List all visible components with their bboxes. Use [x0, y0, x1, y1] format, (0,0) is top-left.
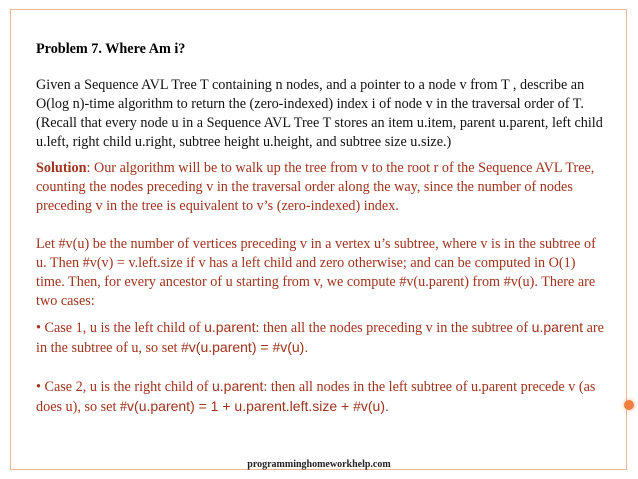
accent-dot: [624, 400, 634, 410]
case-1-text: : then all the nodes preceding v in the subtree of: [255, 320, 532, 336]
case-2-code: v(u.parent) = 1 + u.parent.left.size + #v(u).: [127, 398, 389, 414]
case-1-text: • Case 1, u is the left child of: [36, 320, 205, 336]
case-2: [36, 377, 606, 417]
solution-intro: : Our algorithm will be to walk up the tree from v to the root r of the Sequence AVL Tree, counting the nodes preceding v in the traversal order along the way, since the number of nodes preceding v in the tree is equivalent to v’s (zero-indexed) index.: [36, 160, 595, 214]
case-1-code: #v(u.parent) = #v(u).: [181, 339, 309, 355]
solution-intro-paragraph: [36, 159, 606, 216]
solution-definition: Let #v(u) be the number of vertices preceding v in a vertex u’s subtree, where v is in the subtree of u. Then #v(v) = v.left.size if v has a left child and zero otherwise; and can be computed in O(1) time. Then, for every ancestor of u starting from v, we compute #v(u.parent) from #v(u). There are two cases:: [36, 236, 596, 309]
solution-label: Solution: [36, 160, 87, 176]
slide-title: Problem 7. Where Am i?: [36, 41, 186, 57]
case-1-text: are in the subtree of u, so set: [36, 320, 604, 356]
solution-block: [36, 159, 606, 417]
case-2-text: : then all nodes in the left subtree of u.parent precede v (as does u), so set #: [36, 379, 596, 415]
case-2-code: u.parent: [211, 378, 264, 394]
case-1-code: u.parent: [531, 319, 584, 335]
case-2-text: • Case 2, u is the right child of: [36, 379, 212, 395]
case-1: [36, 318, 606, 358]
slide-content: [36, 40, 606, 417]
problem-statement: Given a Sequence AVL Tree T containing n nodes, and a pointer to a node v from T , describe an O(log n)-time algorithm to return the (zero-indexed) index i of node v in the traversal order of T. (Recall that every node u in a Sequence AVL Tree T stores an item u.item, parent u.parent, left child u.left, right child u.right, subtree height u.height, and subtree size u.size.): [36, 77, 603, 150]
case-1-code: u.parent: [204, 319, 256, 335]
footer-url: programminghomeworkhelp.com: [247, 459, 391, 470]
